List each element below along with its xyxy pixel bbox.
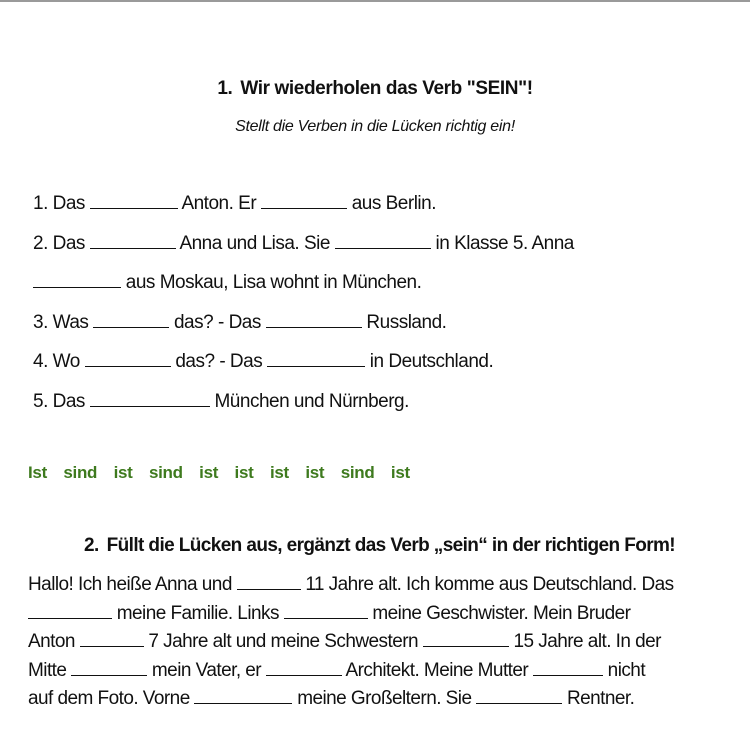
answer-blank[interactable]: [194, 687, 292, 704]
paragraph-line-2: [28, 602, 738, 631]
text-segment: meine Geschwister. Mein Bruder: [372, 602, 631, 624]
text-segment: auf dem Foto. Vorne: [28, 688, 190, 709]
word-bank-item: ist: [305, 463, 325, 482]
text-segment: Rentner.: [566, 688, 635, 709]
paragraph-line-1: [28, 573, 738, 602]
exercise-2-number: 2.: [84, 535, 99, 556]
text-segment: 3. Was: [33, 311, 89, 333]
text-segment: meine Familie. Links: [116, 602, 279, 624]
answer-blank[interactable]: [267, 350, 365, 367]
exercise-1-sentences: [33, 192, 733, 429]
word-bank-item: ist: [199, 463, 219, 482]
exercise-2-text: [28, 573, 738, 716]
text-segment: aus Berlin.: [351, 193, 436, 214]
answer-blank[interactable]: [533, 659, 603, 676]
text-segment: in Klasse 5. Anna: [435, 232, 574, 254]
word-bank-item: ist: [269, 463, 289, 482]
text-segment: 11 Jahre alt. Ich komme aus Deutschland. Das: [305, 574, 674, 595]
paragraph-line-3: [28, 630, 738, 659]
word-bank-item: sind: [148, 463, 183, 482]
text-segment: meine Großeltern. Sie: [297, 688, 472, 709]
paragraph-line-4: [28, 659, 738, 688]
word-bank-item: ist: [234, 463, 254, 482]
text-segment: in Deutschland.: [369, 351, 494, 372]
answer-blank[interactable]: [476, 687, 562, 704]
text-segment: Anton: [28, 631, 75, 652]
answer-blank[interactable]: [90, 192, 178, 209]
word-bank-item: sind: [63, 463, 98, 482]
text-segment: das? - Das: [175, 351, 263, 372]
sentence-4: [33, 350, 733, 390]
answer-blank[interactable]: [266, 311, 362, 328]
answer-blank[interactable]: [93, 311, 169, 328]
exercise-2-title: Füllt die Lücken aus, ergänzt das Verb „sein“ in der richtigen Form!: [106, 535, 676, 556]
answer-blank[interactable]: [80, 630, 144, 647]
answer-blank[interactable]: [261, 192, 347, 209]
text-segment: Architekt. Meine Mutter: [345, 659, 529, 681]
answer-blank[interactable]: [335, 232, 431, 249]
word-bank-item: sind: [340, 463, 375, 482]
exercise-2-heading: [84, 535, 675, 557]
answer-blank[interactable]: [85, 350, 171, 367]
answer-blank[interactable]: [71, 659, 147, 676]
answer-blank[interactable]: [237, 573, 301, 590]
answer-blank[interactable]: [33, 271, 121, 288]
exercise-1-instruction: Stellt die Verben in die Lücken richtig ein!: [235, 118, 515, 135]
sentence-2: [33, 232, 733, 272]
answer-blank[interactable]: [90, 232, 176, 249]
text-segment: aus Moskau, Lisa wohnt in München.: [125, 272, 422, 293]
text-segment: 4. Wo: [33, 351, 80, 372]
text-segment: das? - Das: [173, 311, 261, 333]
text-segment: Anna und Lisa. Sie: [179, 232, 330, 254]
sentence-5: [33, 390, 733, 430]
word-bank: [28, 463, 422, 483]
answer-blank[interactable]: [28, 602, 112, 619]
text-segment: nicht: [607, 659, 646, 681]
answer-blank[interactable]: [90, 390, 210, 407]
text-segment: Mitte: [28, 659, 67, 681]
text-segment: 15 Jahre alt. In der: [513, 631, 661, 652]
paragraph-line-5: [28, 687, 738, 716]
text-segment: Russland.: [366, 311, 447, 333]
text-segment: Anton. Er: [181, 193, 257, 214]
word-bank-item: Ist: [28, 463, 47, 482]
text-segment: München und Nürnberg.: [214, 390, 409, 412]
text-segment: Hallo! Ich heiße Anna und: [28, 574, 232, 595]
sentence-2-continued: [33, 271, 733, 311]
sentence-1: [33, 192, 733, 232]
sentence-3: [33, 311, 733, 351]
answer-blank[interactable]: [284, 602, 368, 619]
text-segment: 2. Das: [33, 232, 85, 254]
answer-blank[interactable]: [266, 659, 342, 676]
text-segment: mein Vater, er: [151, 659, 262, 681]
exercise-1-title: Wir wiederholen das Verb "SEIN"!: [240, 78, 533, 99]
exercise-1-number: 1.: [217, 78, 233, 99]
text-segment: 5. Das: [33, 390, 85, 412]
word-bank-item: ist: [113, 463, 133, 482]
text-segment: 1. Das: [33, 193, 85, 214]
top-border: [0, 0, 750, 2]
answer-blank[interactable]: [423, 630, 509, 647]
exercise-1-heading: [0, 78, 750, 100]
word-bank-item: ist: [390, 463, 410, 482]
text-segment: 7 Jahre alt und meine Schwestern: [148, 631, 419, 652]
